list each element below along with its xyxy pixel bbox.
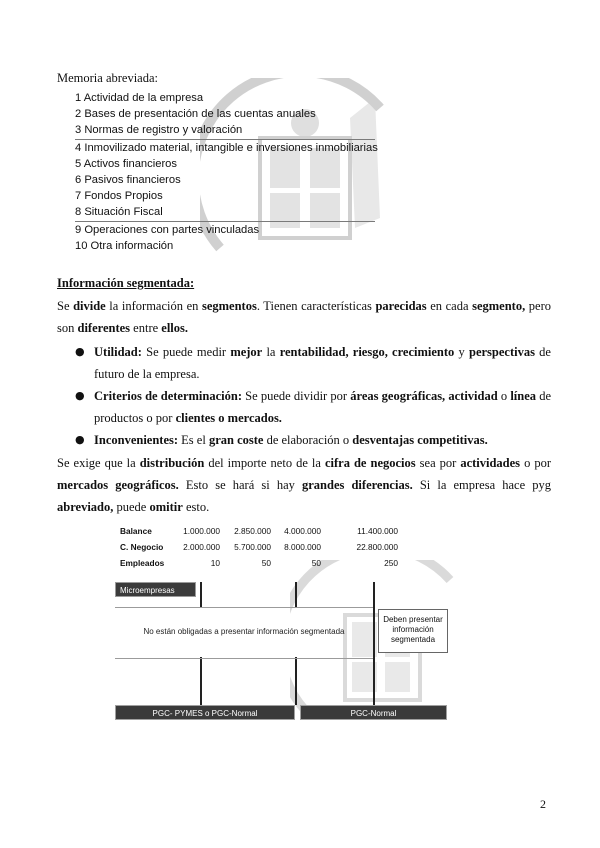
threshold-value: 4.000.000 [284,526,321,536]
bullet-icon: ● [75,433,85,446]
divider-line [200,582,202,607]
threshold-value: 2.000.000 [183,542,220,552]
bullet-list [75,341,551,451]
bullet-icon: ● [75,389,85,402]
threshold-label: Empleados [120,558,165,568]
segmentation-diagram [115,582,447,720]
threshold-value: 5.700.000 [234,542,271,552]
memoria-item: 5 Activos financieros [75,157,177,170]
microempresas-tab: Microempresas [115,582,196,597]
memoria-item: 3 Normas de registro y valoración [75,124,243,137]
divider-line [295,657,297,705]
memoria-item: 9 Operaciones con partes vinculadas [75,221,375,238]
pgc-pymes-bar: PGC- PYMES o PGC-Normal [115,705,295,720]
divider-line [200,657,202,705]
bullet-utilidad: ● Utilidad: Se puede medir mejor la rentabilidad, riesgo, crecimiento y perspectivas de futuro de la empresa. [75,341,551,385]
memoria-heading: Memoria abreviada: [57,71,158,85]
memoria-item: 7 Fondos Propios [75,190,163,203]
memoria-item: 2 Bases de presentación de las cuentas anuales [75,108,316,121]
threshold-value: 11.400.000 [357,526,398,536]
threshold-value: 50 [261,558,271,568]
segmentation-paragraph: Se divide la información en segmentos. Tienen características parecidas en cada segmento, pero son diferentes entre ellos. [57,299,551,335]
threshold-value: 50 [311,558,321,568]
page-number: 2 [540,797,546,811]
bullet-inconvenientes: ● Inconvenientes: Es el gran coste de elaboración o desventajas competitivas. [75,429,551,451]
memoria-item: 1 Actividad de la empresa [75,92,204,104]
bullet-icon: ● [75,345,85,358]
not-obliged-text: No están obligadas a presentar información segmentada [143,627,345,636]
threshold-label: C. Negocio [120,542,164,552]
distribution-paragraph: Se exige que la distribución del importe neto de la cifra de negocios sea por actividades o por mercados geográficos. Esto se hará si hay grandes diferencias. Si la empresa hace pyg abreviado, puede omitir esto. [57,456,552,514]
memoria-list [75,90,378,254]
threshold-value: 250 [384,558,398,568]
pgc-normal-bar: PGC-Normal [300,705,447,720]
threshold-value: 2.850.000 [234,526,271,536]
threshold-value: 22.800.000 [356,542,398,552]
bullet-criterios: ● Criterios de determinación: Se puede dividir por áreas geográficas, actividad o línea de productos o por clientes o mercados. [75,385,551,429]
divider-line [373,582,375,705]
divider-line [295,582,297,607]
threshold-value: 10 [210,558,220,568]
must-present-box: Deben presentar información segmentada [378,609,448,653]
memoria-item: 4 Inmovilizado material, intangible e inversiones inmobiliarias [75,139,375,156]
memoria-item: 8 Situación Fiscal [75,206,163,219]
memoria-item: 6 Pasivos financieros [75,173,181,186]
threshold-value: 1.000.000 [183,526,220,536]
threshold-value: 8.000.000 [284,542,321,552]
memoria-item: 10 Otra información [75,239,174,252]
section-title: Información segmentada: [57,276,195,290]
threshold-label: Balance [120,526,152,536]
